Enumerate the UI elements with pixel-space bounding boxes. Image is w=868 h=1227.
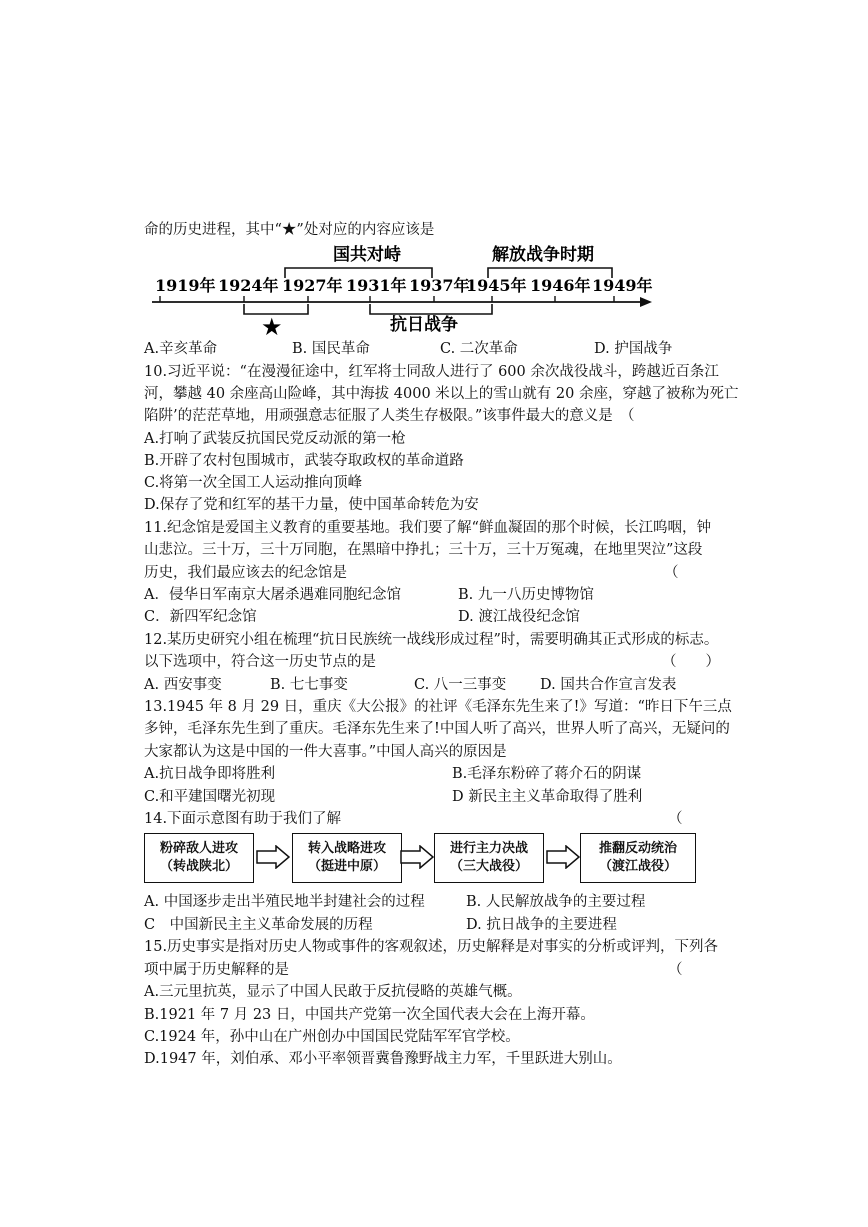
q13-stem-line-3: 大家都认为这是中国的一件大喜事。”中国人高兴的原因是 (144, 744, 507, 760)
flow-step-2-sub: （挺进中原） (307, 859, 386, 874)
q9-option-a: A.辛亥革命 (144, 341, 218, 357)
q11-answer-paren: （ (664, 565, 679, 581)
flow-step-1 (144, 833, 254, 883)
q15-stem-line-1: 15.历史事实是指对历史人物或事件的客观叙述，历史解释是对事实的分析或评判，下列各 (144, 939, 719, 955)
flow-step-4 (580, 833, 696, 883)
flow-step-2 (292, 833, 402, 883)
q14-option-a: A. 中国逐步走出半殖民地半封建社会的过程 (144, 894, 425, 910)
year-1919: 1919年 (155, 276, 216, 295)
q15-option-b: B.1921 年 7 月 23 日，中国共产党第一次全国代表大会在上海开幕。 (144, 1007, 595, 1023)
flow-step-3 (434, 833, 544, 883)
q11-option-a: A．侵华日军南京大屠杀遇难同胞纪念馆 (144, 587, 401, 603)
label-jiefang: 解放战争时期 (492, 245, 594, 265)
q12-option-a: A. 西安事变 (144, 677, 222, 693)
q14-stem: 14.下面示意图有助于我们了解 (144, 811, 342, 827)
year-1945: 1945年 (466, 276, 527, 295)
q12-answer-paren: （ ） (662, 654, 720, 670)
q10-stem-line-3: 陷阱’的茫茫草地，用顽强意志征服了人类生存极限。”该事件最大的意义是 （ (144, 408, 635, 424)
q13-option-d: D 新民主主义革命取得了胜利 (452, 789, 643, 805)
q11-stem-line-3: 历史，我们最应该去的纪念馆是 (144, 565, 347, 581)
q9-option-b: B. 国民革命 (292, 341, 370, 357)
q12-stem-line-1: 12.某历史研究小组在梳理“抗日民族统一战线形成过程”时，需要明确其正式形成的标志。 (144, 632, 719, 648)
q9-option-c: C. 二次革命 (440, 341, 518, 357)
q15-stem-line-2: 项中属于历史解释的是 (144, 962, 289, 978)
q12-stem-line-2: 以下选项中，符合这一历史节点的是 (144, 654, 376, 670)
year-1924: 1924年 (218, 276, 279, 295)
flow-step-1-sub: （转战陕北） (159, 859, 238, 874)
star-mark: ★ (261, 313, 283, 341)
year-1927: 1927年 (282, 276, 343, 295)
q12-option-b: B. 七七事变 (270, 677, 348, 693)
q11-option-c: C．新四军纪念馆 (144, 609, 257, 625)
q10-option-d: D.保存了党和红军的基干力量，使中国革命转危为安 (144, 497, 479, 513)
flow-step-4-main: 推翻反动统治 (598, 841, 677, 856)
q10-stem-line-2: 河，攀越 40 余座高山险峰，其中海拔 4000 米以上的雪山就有 20 余座，穿越了被称为死亡 (144, 386, 739, 402)
q15-option-d: D.1947 年，刘伯承、邓小平率领晋冀鲁豫野战主力军，千里跃进大别山。 (144, 1051, 622, 1067)
q11-stem-line-2: 山悲泣。三十万，三十万同胞，在黑暗中挣扎；三十万，三十万冤魂，在地里哭泣”这段 (144, 542, 703, 558)
q15-option-a: A.三元里抗英，显示了中国人民敢于反抗侵略的英雄气概。 (144, 984, 522, 1000)
q12-option-c: C. 八一三事变 (414, 677, 507, 693)
year-1931: 1931年 (346, 276, 407, 295)
q11-option-b: B. 九一八历史博物馆 (458, 587, 594, 603)
q10-option-b: B.开辟了农村包围城市，武装夺取政权的革命道路 (144, 453, 464, 469)
q13-option-c: C.和平建国曙光初现 (144, 789, 276, 805)
q14-option-b: B. 人民解放战争的主要过程 (466, 894, 646, 910)
bracket-kangri (370, 304, 492, 314)
q14-answer-paren: （ (668, 811, 683, 827)
q15-answer-paren: （ (668, 962, 683, 978)
q9-stem: 命的历史进程，其中“★”处对应的内容应该是 (144, 222, 435, 238)
timeline-arrowhead (640, 297, 652, 307)
q11-option-d: D. 渡江战役纪念馆 (458, 609, 580, 625)
label-kangri: 抗日战争 (390, 315, 458, 335)
year-1937: 1937年 (409, 276, 470, 295)
q14-option-d: D. 抗日战争的主要进程 (466, 917, 617, 933)
q10-option-c: C.将第一次全国工人运动推向顶峰 (144, 475, 363, 491)
q10-stem-line-1: 10.习近平说：“在漫漫征途中，红军将士同敌人进行了 600 余次战役战斗，跨越近百条江 (144, 364, 719, 380)
flow-step-4-sub: （渡江战役） (598, 859, 677, 874)
q12-option-d: D. 国共合作宣言发表 (540, 677, 677, 693)
q11-stem-line-1: 11.纪念馆是爱国主义教育的重要基地。我们要了解“鲜血凝固的那个时候，长江呜咽，钟 (144, 520, 711, 536)
q13-option-a: A.抗日战争即将胜利 (144, 766, 276, 782)
q15-option-c: C.1924 年，孙中山在广州创办中国国民党陆军军官学校。 (144, 1029, 520, 1045)
flow-step-2-main: 转入战略进攻 (307, 841, 386, 856)
label-guogong: 国共对峙 (333, 245, 401, 265)
q14-option-c: C 中国新民主主义革命发展的历程 (144, 917, 373, 933)
flow-arrow-3 (546, 845, 580, 869)
flow-arrow-2 (400, 845, 434, 869)
year-1949: 1949年 (592, 276, 653, 295)
timeline-diagram (0, 238, 868, 358)
q13-stem-line-2: 多钟，毛泽东先生到了重庆。毛泽东先生来了!中国人听了高兴，世界人听了高兴，无疑问的 (144, 721, 730, 737)
flow-arrow-1 (256, 845, 290, 869)
year-1946: 1946年 (530, 276, 591, 295)
q10-option-a: A.打响了武装反抗国民党反动派的第一枪 (144, 431, 406, 447)
q9-option-d: D. 护国战争 (594, 341, 673, 357)
q13-option-b: B.毛泽东粉碎了蒋介石的阴谋 (452, 766, 642, 782)
flow-step-1-main: 粉碎敌人进攻 (159, 841, 238, 856)
flow-step-3-sub: （三大战役） (449, 859, 528, 874)
q13-stem-line-1: 13.1945 年 8 月 29 日，重庆《大公报》的社评《毛泽东先生来了!》写道：“昨日下午三点 (144, 699, 732, 715)
flow-step-3-main: 进行主力决战 (449, 841, 528, 856)
